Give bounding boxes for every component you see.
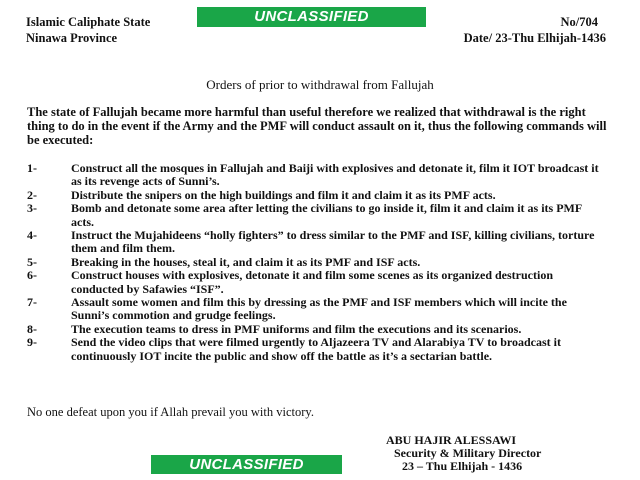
order-item — [27, 296, 607, 323]
document-subject: Orders of prior to withdrawal from Fallujah — [206, 77, 434, 92]
header-right — [464, 14, 606, 46]
issuer-name: Islamic Caliphate State — [26, 15, 151, 29]
order-item — [27, 229, 607, 256]
order-item — [27, 269, 607, 296]
order-number: 6- — [27, 268, 37, 283]
order-number: 3- — [27, 201, 37, 216]
order-item — [27, 162, 607, 189]
order-number: 8- — [27, 321, 37, 336]
orders-list — [27, 162, 607, 363]
intro-paragraph: The state of Fallujah became more harmful than useful therefore we realized that withdrawal is the right thing to do in the event if the Army and the PMF will conduct assault on it, thus the following commands will be executed: — [27, 105, 607, 147]
order-text: Bomb and detonate some area after letting the civilians to go inside it, film it and claim it as its PMF acts. — [71, 201, 582, 229]
order-number: 1- — [27, 161, 37, 175]
order-text: Distribute the snipers on the high buildings and film it and claim it as its PMF acts. — [71, 187, 496, 202]
header-left — [26, 14, 150, 46]
order-number: 2- — [27, 187, 37, 202]
signatory-title: Security & Military Director — [394, 446, 542, 460]
order-number: 9- — [27, 335, 37, 350]
order-item — [27, 256, 607, 269]
order-text: Construct all the mosques in Fallujah and Baiji with explosives and detonate it, film it IOT broadcast it as its revenge acts of Sunni’s. — [71, 161, 599, 189]
signature-block — [386, 434, 541, 473]
order-item — [27, 323, 607, 336]
classification-banner-top: UNCLASSIFIED — [197, 7, 426, 27]
signatory-name: ABU HAJIR ALESSAWI — [386, 433, 517, 447]
order-text: Instruct the Mujahideens “holly fighters” to dress similar to the PMF and ISF, killing civilians, torture them and film them. — [71, 228, 595, 256]
order-number: 5- — [27, 254, 37, 269]
order-item — [27, 189, 607, 202]
closing-statement: No one defeat upon you if Allah prevail you with victory. — [27, 405, 314, 419]
order-text: Breaking in the houses, steal it, and claim it as its PMF and ISF acts. — [71, 254, 421, 269]
document-date: Date/ 23-Thu Elhijah-1436 — [463, 31, 606, 45]
order-item — [27, 336, 607, 363]
order-text: Construct houses with explosives, detonate it and film some scenes as its organized destruction conducted by Safawies “ISF”. — [71, 268, 553, 296]
signature-date: 23 – Thu Elhijah - 1436 — [402, 459, 523, 473]
order-number: 7- — [27, 295, 37, 310]
order-text: Send the video clips that were filmed urgently to Aljazeera TV and Alarabiya TV to broadcast it continuously IOT incite the public and show off the battle as it’s a sectarian battle. — [71, 335, 562, 363]
order-text: The execution teams to dress in PMF uniforms and film the executions and its scenarios. — [71, 321, 522, 336]
document-number: No/704 — [560, 15, 598, 29]
classification-banner-bottom: UNCLASSIFIED — [151, 455, 342, 474]
issuer-province: Ninawa Province — [26, 31, 118, 45]
order-item — [27, 202, 607, 229]
order-number: 4- — [27, 228, 37, 243]
order-text: Assault some women and film this by dressing as the PMF and ISF members which will incite the Sunni’s commotion and grudge feelings. — [71, 295, 567, 323]
